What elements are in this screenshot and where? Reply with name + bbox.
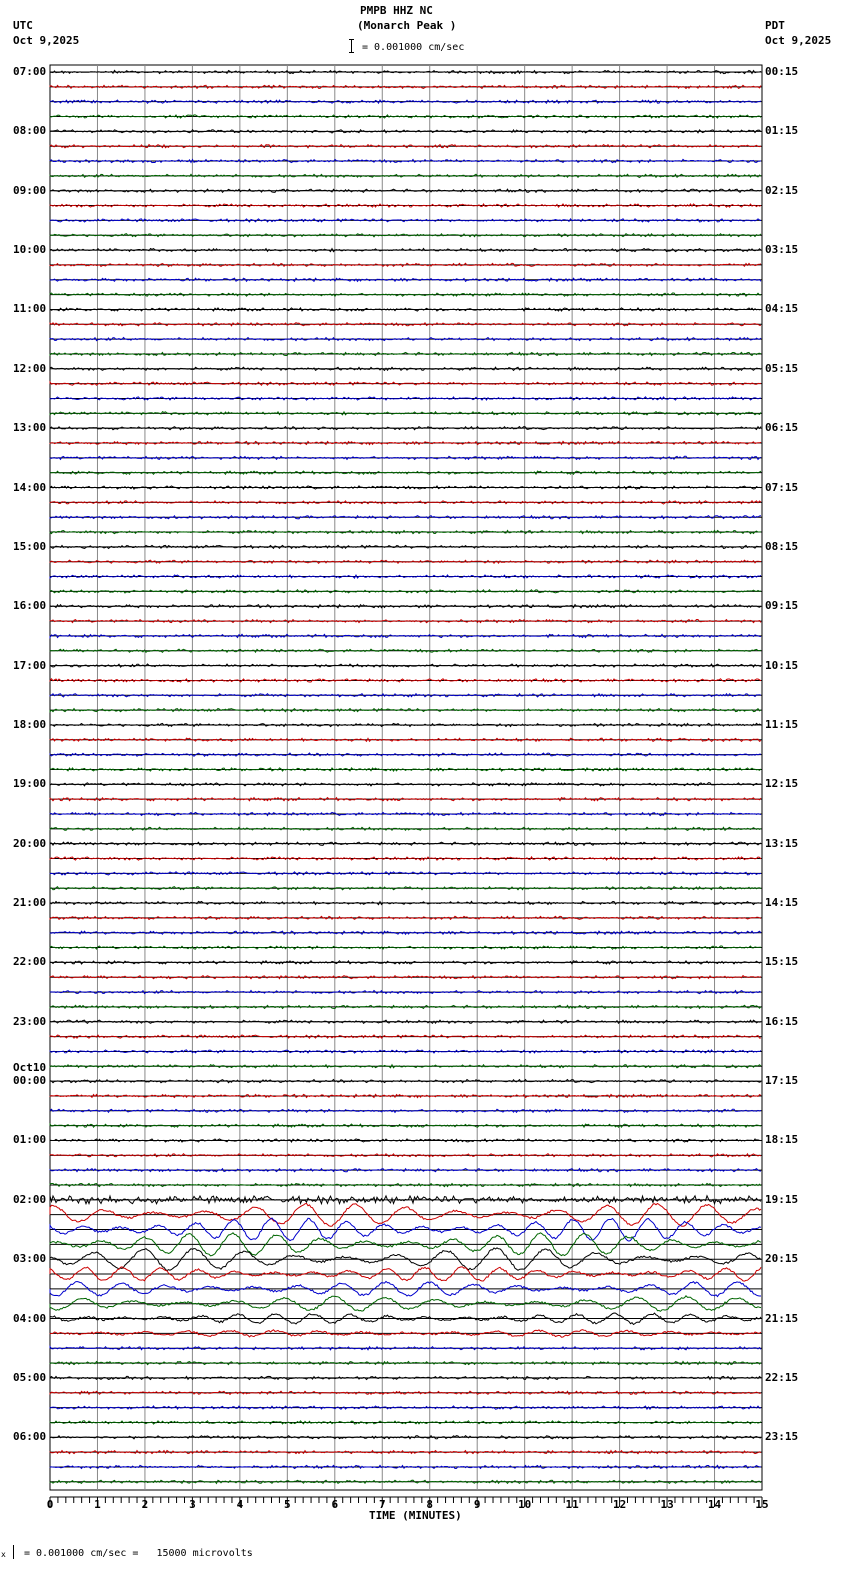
pdt-hour-label: 23:15 (765, 1430, 799, 1444)
pdt-hour-label: 14:15 (765, 896, 799, 910)
utc-hour-label: 12:00 (13, 361, 47, 375)
pdt-hour-label: 09:15 (765, 599, 799, 613)
x-tick-label: 7 (378, 1498, 386, 1511)
right-date: Oct 9,2025 (765, 34, 832, 47)
pdt-hour-label: 17:15 (765, 1074, 799, 1088)
pdt-hour-label: 22:15 (765, 1370, 799, 1384)
pdt-hour-label: 03:15 (765, 243, 799, 257)
pdt-hour-label: 19:15 (765, 1192, 799, 1206)
utc-hour-label: 09:00 (13, 183, 47, 197)
footer-scale-prefix: x (1, 1550, 6, 1559)
footer-scale-text: = 0.001000 cm/sec = 15000 microvolts (24, 1548, 253, 1559)
x-tick-label: 13 (660, 1498, 674, 1511)
utc-hour-label: 14:00 (13, 480, 47, 494)
x-tick-label: 9 (473, 1498, 481, 1511)
pdt-hour-label: 06:15 (765, 421, 799, 435)
utc-hour-label: 03:00 (13, 1252, 47, 1266)
utc-hour-label: 11:00 (13, 302, 47, 316)
pdt-hour-label: 05:15 (765, 361, 799, 375)
x-tick-label: 2 (141, 1498, 149, 1511)
utc-hour-label: 22:00 (13, 955, 47, 969)
pdt-hour-label: 13:15 (765, 836, 799, 850)
scale-text: = 0.001000 cm/sec (362, 42, 465, 53)
utc-hour-label: 04:00 (13, 1311, 47, 1325)
pdt-hour-label: 01:15 (765, 124, 799, 138)
utc-hour-label: 08:00 (13, 124, 47, 138)
utc-hour-label: 19:00 (13, 777, 47, 791)
x-tick-label: 11 (565, 1498, 579, 1511)
right-timezone: PDT (765, 19, 785, 32)
utc-hour-label: 01:00 (13, 1133, 47, 1147)
pdt-hour-label: 15:15 (765, 955, 799, 969)
utc-hour-label: 05:00 (13, 1370, 47, 1384)
pdt-hour-label: 11:15 (765, 717, 799, 731)
pdt-hour-label: 18:15 (765, 1133, 799, 1147)
utc-hour-label: 17:00 (13, 658, 47, 672)
x-tick-label: 1 (94, 1498, 101, 1511)
x-tick-label: 4 (236, 1498, 244, 1511)
x-tick-label: 14 (707, 1498, 722, 1511)
x-tick-label: 15 (755, 1498, 769, 1511)
utc-hour-label: 06:00 (13, 1430, 47, 1444)
x-tick-label: 6 (331, 1498, 339, 1511)
utc-hour-label: 18:00 (13, 717, 47, 731)
pdt-hour-label: 02:15 (765, 183, 799, 197)
pdt-hour-label: 04:15 (765, 302, 799, 316)
utc-hour-label: 23:00 (13, 1014, 47, 1028)
utc-hour-label: 10:00 (13, 243, 47, 257)
pdt-hour-label: 16:15 (765, 1014, 799, 1028)
date-change-label: Oct10 (13, 1061, 47, 1074)
utc-hour-label: 21:00 (13, 896, 47, 910)
x-tick-label: 0 (46, 1498, 54, 1511)
utc-hour-label: 00:00 (13, 1074, 47, 1088)
pdt-hour-label: 12:15 (765, 777, 799, 791)
utc-hour-label: 15:00 (13, 539, 47, 553)
utc-hour-label: 07:00 (13, 65, 47, 78)
utc-hour-label: 13:00 (13, 421, 47, 435)
left-date: Oct 9,2025 (13, 34, 80, 47)
pdt-hour-label: 08:15 (765, 539, 799, 553)
pdt-hour-label: 07:15 (765, 480, 799, 494)
x-tick-label: 3 (189, 1498, 196, 1511)
utc-hour-label: 02:00 (13, 1192, 47, 1206)
pdt-hour-label: 10:15 (765, 658, 799, 672)
x-tick-label: 8 (426, 1498, 434, 1511)
x-tick-label: 12 (613, 1498, 627, 1511)
utc-hour-label: 20:00 (13, 836, 47, 850)
utc-hour-label: 16:00 (13, 599, 47, 613)
x-tick-label: 10 (518, 1498, 532, 1511)
footer-scale-bar-icon (13, 1545, 14, 1559)
x-axis-title: TIME (MINUTES) (369, 1509, 462, 1522)
pdt-hour-label: 20:15 (765, 1252, 799, 1266)
pdt-hour-label: 21:15 (765, 1311, 799, 1325)
x-tick-label: 5 (284, 1498, 291, 1511)
left-timezone: UTC (13, 19, 33, 32)
pdt-hour-label: 00:15 (765, 65, 799, 78)
station-location: (Monarch Peak ) (357, 19, 457, 32)
station-title: PMPB HHZ NC (360, 4, 433, 17)
